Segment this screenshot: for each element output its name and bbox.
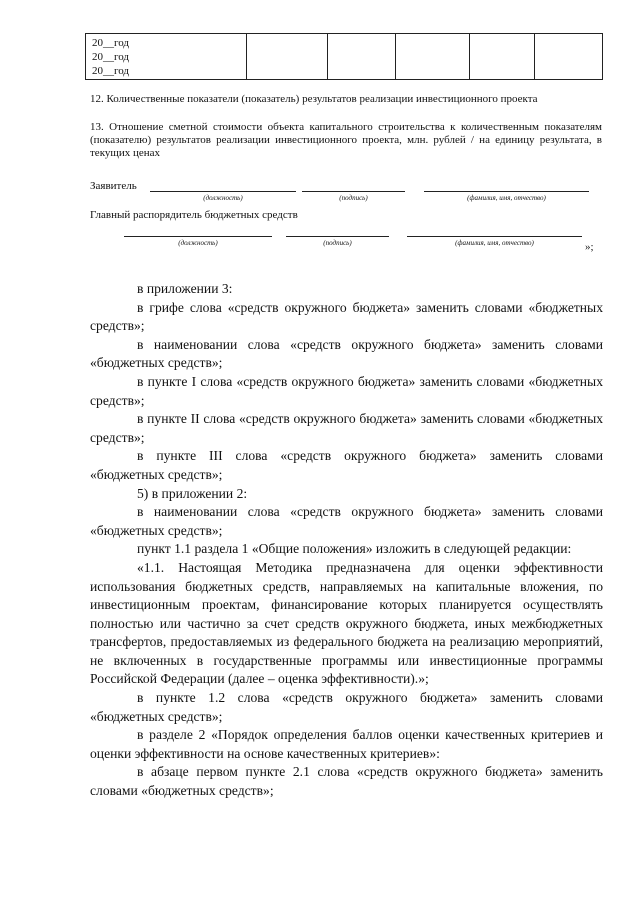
paragraph: в пункте 1.2 слова «средств окружного бюджета» заменить словами «бюджетных средств»;	[90, 690, 603, 724]
table-row	[86, 34, 603, 80]
paragraph: в пункте I слова «средств окружного бюджета» заменить словами «бюджетных средств»;	[90, 373, 603, 408]
applicant-label: Заявитель	[90, 180, 137, 192]
item-12: 12. Количественные показатели (показатель) результатов реализации инвестиционного проекта	[90, 93, 538, 105]
paragraph: в приложении 3:	[137, 281, 233, 296]
table-cell	[534, 34, 602, 80]
caption-signature: (подпись)	[323, 239, 352, 247]
paragraph: в наименовании слова «средств окружного бюджета» заменить словами «бюджетных средств»;	[90, 336, 603, 371]
table-cell	[470, 34, 535, 80]
paragraph: пункт 1.1 раздела 1 «Общие положения» изложить в следующей редакции:	[137, 541, 572, 557]
table-cell	[395, 34, 469, 80]
manager-label: Главный распорядитель бюджетных средств	[90, 209, 298, 221]
name-line	[407, 236, 582, 237]
year-label: 20__год	[92, 37, 130, 49]
paragraph: 5) в приложении 2:	[137, 485, 248, 501]
table-cell	[247, 34, 328, 80]
table-cell	[328, 34, 395, 80]
caption-signature: (подпись)	[339, 194, 368, 202]
caption-name: (фамилия, имя, отчество)	[455, 239, 534, 247]
year-label: 20__год	[92, 51, 130, 63]
caption-position: (должность)	[203, 194, 243, 202]
paragraph: в абзаце первом пункте 2.1 слова «средств окружного бюджета» заменить словами «бюджетных средств»;	[90, 764, 603, 799]
caption-name: (фамилия, имя, отчество)	[467, 194, 546, 202]
amendments-body	[90, 280, 603, 801]
years-table	[85, 33, 603, 80]
signature-line	[302, 191, 405, 192]
table-cell-years	[86, 34, 247, 80]
paragraph: в грифе слова «средств окружного бюджета» заменить словами «бюджетных средств»;	[90, 299, 603, 334]
position-line	[124, 236, 272, 237]
signature-line	[286, 236, 389, 237]
name-line	[424, 191, 589, 192]
paragraph: в пункте II слова «средств окружного бюджета» заменить словами «бюджетных средств»;	[90, 411, 603, 445]
closing-quote: »;	[585, 241, 594, 253]
paragraph: в разделе 2 «Порядок определения баллов оценки качественных критериев и оценки эффективности на основе качественных критериев»:	[90, 727, 603, 761]
year-label: 20__год	[92, 65, 130, 77]
position-line	[150, 191, 296, 192]
paragraph: в наименовании слова «средств окружного бюджета» заменить словами «бюджетных средств»;	[90, 504, 603, 538]
paragraph: в пункте III слова «средств окружного бюджета» заменить словами «бюджетных средств»;	[90, 448, 603, 482]
paragraph: «1.1. Настоящая Методика предназначена для оценки эффективности использования бюджетных средств, направляемых на капитальные вложения, по инвестиционным проектам, финансирование которых планируется осуществлять полностью или частично за счет средств окружного бюджета, иных межбюджетных трансфертов, предоставляемых из федерального бюджета на реализацию мероприятий, не включенных в государственные программы или инвестиционные программы Российской Федерации (далее – оценка эффективности).»;	[90, 559, 603, 687]
item-13: 13. Отношение сметной стоимости объекта капитального строительства к количественным показателям (показателю) результатов реализации инвестиционного проекта, млн. рублей / на единицу результата, в текущих ценах	[90, 121, 602, 159]
caption-position: (должность)	[178, 239, 218, 247]
